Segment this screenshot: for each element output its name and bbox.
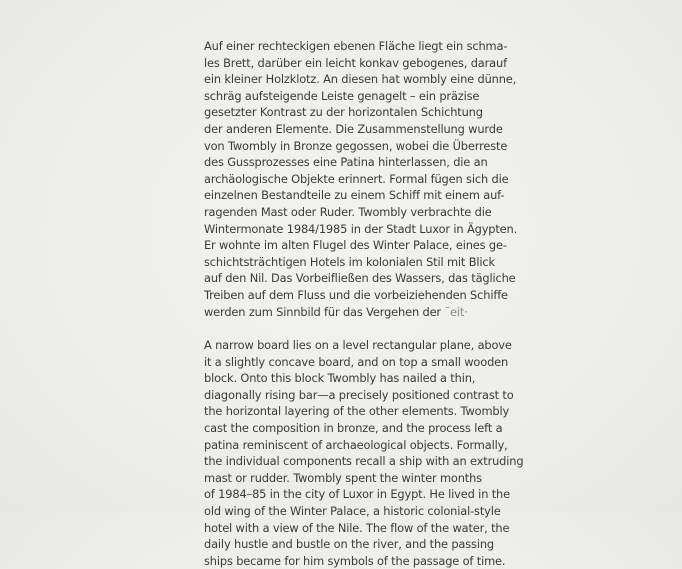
german-line: archäologische Objekte erinnert. Formal fügen sich die [204,171,509,186]
german-line: schräg aufsteigende Leiste genagelt – ein präzise [204,88,480,103]
german-line: auf den Nil. Das Vorbeifließen des Wassers, das tägliche [204,271,516,286]
english-line: block. Onto this block Twombly has nailed a thin, [204,371,476,386]
english-line: the individual components recall a ship with an extruding [204,454,524,469]
english-line: diagonally rising bar—a precisely positioned contrast to [204,387,514,402]
german-line: von Twombly in Bronze gegossen, wobei die Überreste [204,138,508,153]
english-text-block [204,337,524,569]
german-line: schichtsträchtigen Hotels im kolonialen Stil mit Blick [204,254,495,269]
german-line-last [204,304,504,321]
english-line: of 1984–85 in the city of Luxor in Egypt. He lived in the [204,487,510,502]
english-line: cast the composition in bronze, and the process left a [204,421,503,436]
english-line: old wing of the Winter Palace, a historic colonial-style [204,504,501,519]
english-line: hotel with a view of the Nile. The flow of the water, the [204,520,510,535]
german-line: Er wohnte im alten Flugel des Winter Palace, eines ge- [204,238,507,253]
english-line: it a slightly concave board, and on top a small wooden [204,354,509,369]
german-line: ragenden Mast oder Ruder. Twombly verbrachte die [204,204,492,219]
german-line: der anderen Elemente. Die Zusammenstellung wurde [204,121,503,136]
german-line: gesetzter Kontrast zu der horizontalen Schichtung [204,105,483,120]
german-line: Treiben auf dem Fluss und die vorbeiziehenden Schiffe [204,287,508,302]
german-line: Wintermonate 1984/1985 in der Stadt Luxor in Ägypten. [204,221,518,236]
english-line: mast or rudder. Twombly spent the winter months [204,470,482,485]
english-line: the horizontal layering of the other elements. Twombly [204,404,510,419]
english-line: daily hustle and bustle on the river, and the passing [204,537,494,552]
german-line-obscured-text: ¯eit· [444,304,468,319]
german-line: einzelnen Bestandteile zu einem Schiff mit einem auf- [204,188,505,203]
german-line: les Brett, darüber ein leicht konkav gebogenes, darauf [204,55,507,70]
german-text-block [204,38,518,320]
english-line: A narrow board lies on a level rectangular plane, above [204,338,512,353]
wall-label [204,38,524,569]
german-line: ein kleiner Holzklotz. An diesen hat wombly eine dünne, [204,72,517,87]
german-line-text: werden zum Sinnbild für das Vergehen der [204,304,445,319]
german-line: Auf einer rechteckigen ebenen Fläche liegt ein schma- [204,39,508,53]
german-line: des Gussprozesses eine Patina hinterlassen, die an [204,155,488,170]
english-line: ships became for him symbols of the passage of time. [204,553,506,568]
english-line: patina reminiscent of archaeological objects. Formally, [204,437,508,452]
